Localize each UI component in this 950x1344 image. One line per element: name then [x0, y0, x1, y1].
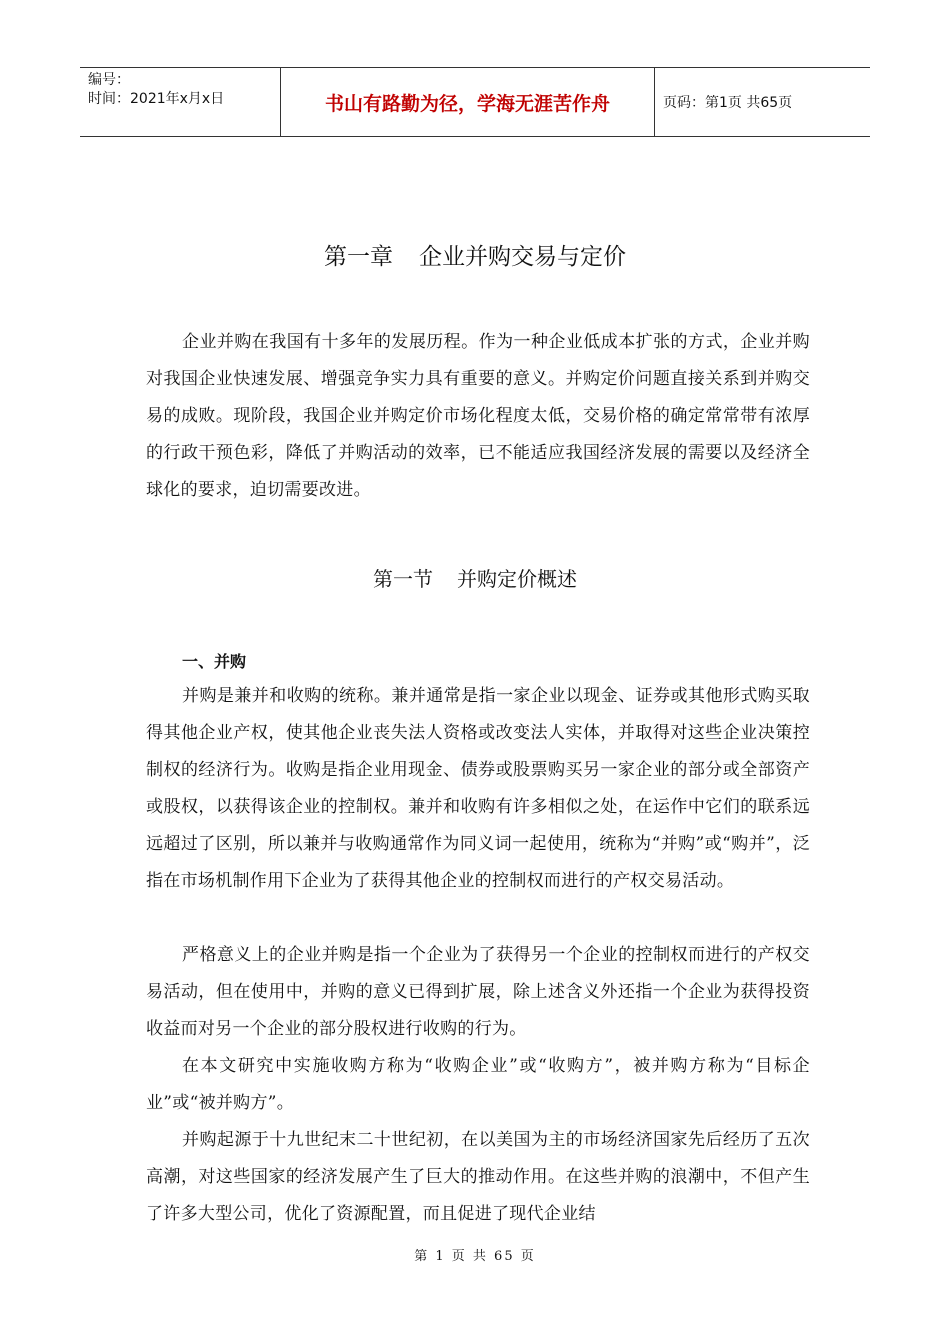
header-meta [80, 68, 280, 136]
body-paragraph-2: 严格意义上的企业并购是指一个企业为了获得另一个企业的控制权而进行的产权交易活动，但在使用中，并购的意义已得到扩展，除上述含义外还指一个企业为获得投资收益而对另一个企业的部分股权进行收购的行为。 [146, 945, 810, 1039]
document-header [80, 67, 870, 137]
number-label: 编号： [88, 72, 130, 88]
subsection-heading: 一、并购 [182, 652, 247, 671]
section-name: 并购定价概述 [457, 567, 577, 591]
header-page-info: 页码：第1页 共65页 [663, 95, 793, 111]
body-paragraph-4: 并购起源于十九世纪末二十世纪初，在以美国为主的市场经济国家先后经历了五次高潮，对这些国家的经济发展产生了巨大的推动作用。在这些并购的浪潮中，不但产生了许多大型公司，优化了资源配置，而且促进了现代企业结 [146, 1130, 810, 1224]
section-number: 第一节 [373, 567, 433, 591]
body-paragraph-3: 在本文研究中实施收购方称为“收购企业”或“收购方”，被并购方称为“目标企业”或“被并购方”。 [146, 1056, 810, 1113]
header-motto: 书山有路勤为径，学海无涯苦作舟 [280, 68, 655, 136]
chapter-number: 第一章 [324, 244, 393, 270]
chapter-name: 企业并购交易与定价 [419, 244, 626, 270]
body-paragraph-1: 并购是兼并和收购的统称。兼并通常是指一家企业以现金、证券或其他形式购买取得其他企业产权，使其他企业丧失法人资格或改变法人实体，并取得对这些企业决策控制权的经济行为。收购是指企业用现金、债券或股票购买另一家企业的部分或全部资产或股权，以获得该企业的控制权。兼并和收购有许多相似之处，在运作中它们的联系远远超过了区别，所以兼并与收购通常作为同义词一起使用，统称为“并购”或“购并”，泛指在市场机制作用下企业为了获得其他企业的控制权而进行的产权交易活动。 [146, 686, 810, 891]
chapter-title [0, 238, 950, 271]
section-title [0, 563, 950, 592]
date-label: 时间：2021年x月x日 [88, 91, 225, 107]
intro-paragraph: 企业并购在我国有十多年的发展历程。作为一种企业低成本扩张的方式，企业并购对我国企业快速发展、增强竞争实力具有重要的意义。并购定价问题直接关系到并购交易的成败。现阶段，我国企业并购定价市场化程度太低，交易价格的确定常常带有浓厚的行政干预色彩，降低了并购活动的效率，已不能适应我国经济发展的需要以及经济全球化的要求，迫切需要改进。 [146, 332, 810, 500]
page-footer: 第 1 页 共 65 页 [414, 1249, 536, 1264]
